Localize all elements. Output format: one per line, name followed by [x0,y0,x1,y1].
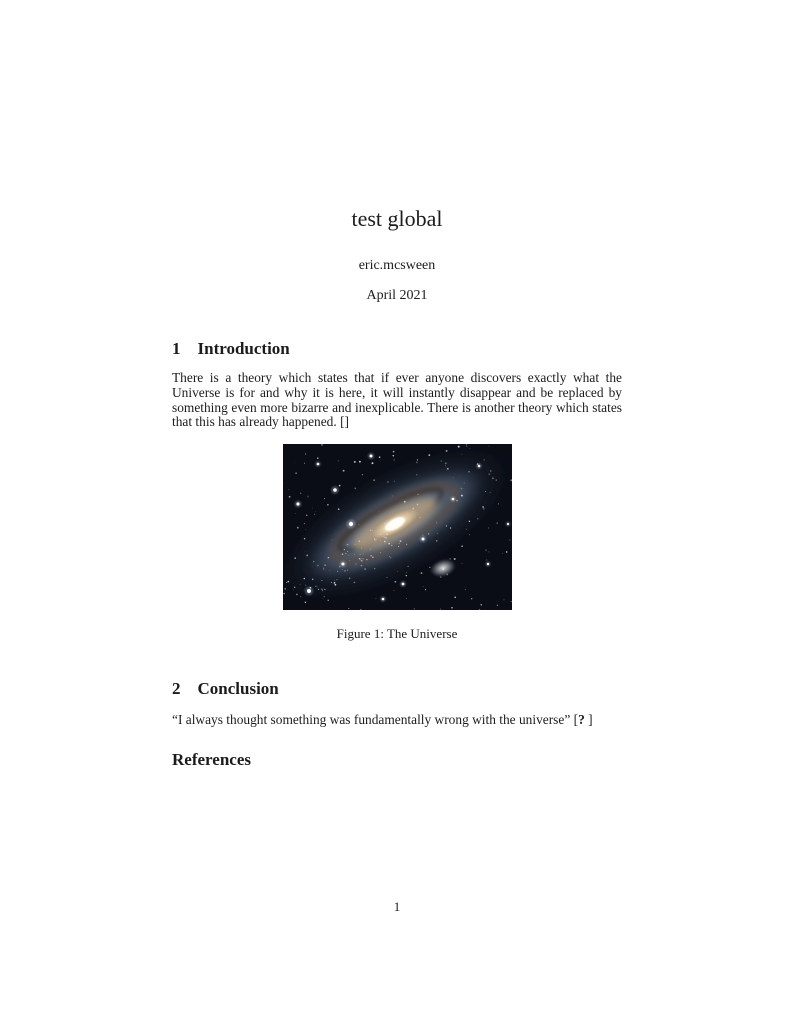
figure-caption: Figure 1: The Universe [336,625,458,641]
document-title: test global [351,206,443,231]
document-author: eric.mcsween [358,258,436,274]
section-heading-conclusion [172,679,622,699]
text-column [172,0,622,771]
section-number: 2 [172,679,181,699]
introduction-paragraph [172,371,622,429]
quote-text: “I always thought something was fundamentally wrong with the universe” [172,711,571,727]
page-number: 1 [393,899,401,914]
section-title: Conclusion [197,679,279,699]
figure [172,444,622,610]
references-heading: References [172,750,251,770]
section-title: Introduction [197,338,290,358]
conclusion-quote [172,713,622,728]
citation-question-mark: ? [578,711,585,727]
galaxy-image [283,444,512,610]
empty-citation-brackets: [] [340,414,350,430]
document-date: April 2021 [366,288,428,304]
section-heading-introduction [172,339,622,359]
section-number: 1 [172,338,181,358]
paragraph-text: There is a theory which states that if ever anyone discovers exactly what the Universe is for and why it is here, it will instantly disappear and be replaced by something even more bizarre and inexplicable. There is another theory which states that this has already happened. [172,370,622,430]
unresolved-citation: [? ] [573,711,593,727]
